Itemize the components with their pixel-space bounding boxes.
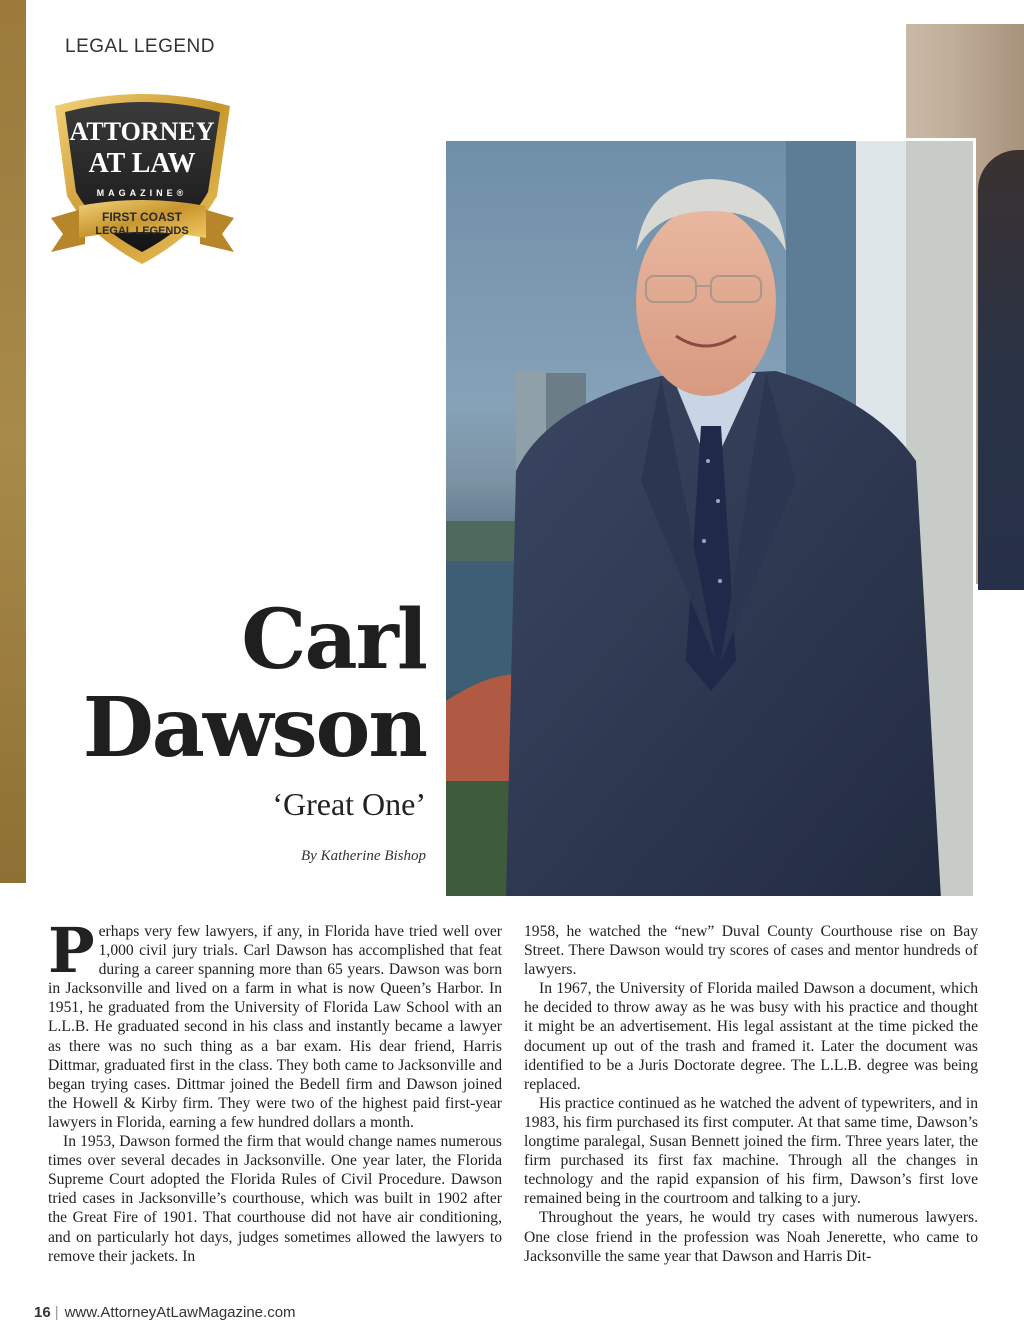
page-number: 16 bbox=[34, 1304, 51, 1321]
portrait-photo bbox=[446, 138, 976, 896]
article-byline: By Katherine Bishop bbox=[301, 848, 426, 864]
attorney-at-law-badge-logo bbox=[45, 86, 240, 268]
badge-line2: AT LAW bbox=[88, 148, 196, 179]
page-footer bbox=[34, 1304, 296, 1321]
paragraph: 1958, he watched the “new” Duval County Courthouse rise on Bay Street. There Dawson would try scores of cases and mentor hundreds of lawyers. bbox=[524, 923, 978, 979]
background-figure bbox=[978, 150, 1024, 590]
paragraph: Throughout the years, he would try cases with numerous lawyers. One close friend in the profession was Noah Jenerette, who came to Jacksonville the same year that Dawson and Harris Dit- bbox=[524, 1209, 978, 1265]
paragraph: His practice continued as he watched the advent of typewriters, and in 1983, his firm purchased its first computer. At that same time, Dawson’s longtime paralegal, Susan Bennett joined the firm. Three years later, the firm purchased its first fax machine. Through all the changes in technology and the rapid expansion of his firm, Dawson’s first love remained being in the courtroom and talking to a jury. bbox=[524, 1094, 978, 1208]
article-subtitle: ‘Great One’ bbox=[272, 786, 426, 822]
article-title-line2: Dawson bbox=[82, 680, 426, 776]
badge-ribbon-line2: LEGAL LEGENDS bbox=[95, 225, 189, 237]
article-title-line1: Carl bbox=[241, 592, 426, 688]
badge-ribbon-line1: FIRST COAST bbox=[102, 210, 182, 224]
paragraph: In 1953, Dawson formed the firm that would change names numerous times over several decades in Jacksonville. One year later, the Florida Supreme Court adopted the Florida Rules of Civil Procedure. Dawson tried cases in Jacksonville’s courthouse, which was built in 1902 after the Great Fire of 1901. That courthouse did not have air conditioning, and on particularly hot days, judges sometimes allowed the lawyers to remove their jackets. In bbox=[48, 1133, 502, 1265]
paragraph: In 1967, the University of Florida mailed Dawson a document, which he decided to throw away as he was busy with his practice and thought it might be an advertisement. His legal assistant at the time picked the document up out of the trash and framed it. Later the document was identified to be a Juris Doctorate degree. The L.L.B. degree was being replaced. bbox=[524, 980, 978, 1093]
paragraph-text: erhaps very few lawyers, if any, in Florida have tried well over 1,000 civil jury trials. Carl Dawson has accomplished that feat during a career spanning more than 65 years. Dawson was born in Jacksonville and lived on a farm in what is now Queen’s Harbor. In 1951, he graduated from the University of Florida Law School with an L.L.B. He graduated second in his class and instantly became a lawyer as there was no such thing as a bar exam. His dear friend, Harris Dittmar, graduated first in the class. They both came to Jacksonville and began trying cases. Dittmar joined the Bedell firm and Dawson joined the Howell & Kirby firm. They were two of the highest paid first-year lawyers in Florida, earning a few hundred dollars a month. bbox=[48, 923, 502, 1131]
badge-line3: MAGAZINE® bbox=[96, 188, 188, 198]
paragraph bbox=[48, 914, 502, 1132]
article-column-right bbox=[524, 922, 978, 1266]
drop-cap: P bbox=[48, 914, 95, 987]
footer-divider: | bbox=[54, 1304, 59, 1321]
badge-line1: ATTORNEY bbox=[69, 117, 215, 146]
section-label: LEGAL LEGEND bbox=[65, 36, 215, 57]
gold-side-bar bbox=[0, 0, 26, 883]
article-column-left bbox=[48, 914, 502, 1266]
article-title bbox=[82, 592, 426, 776]
website-link[interactable]: www.AttorneyAtLawMagazine.com bbox=[64, 1304, 296, 1321]
